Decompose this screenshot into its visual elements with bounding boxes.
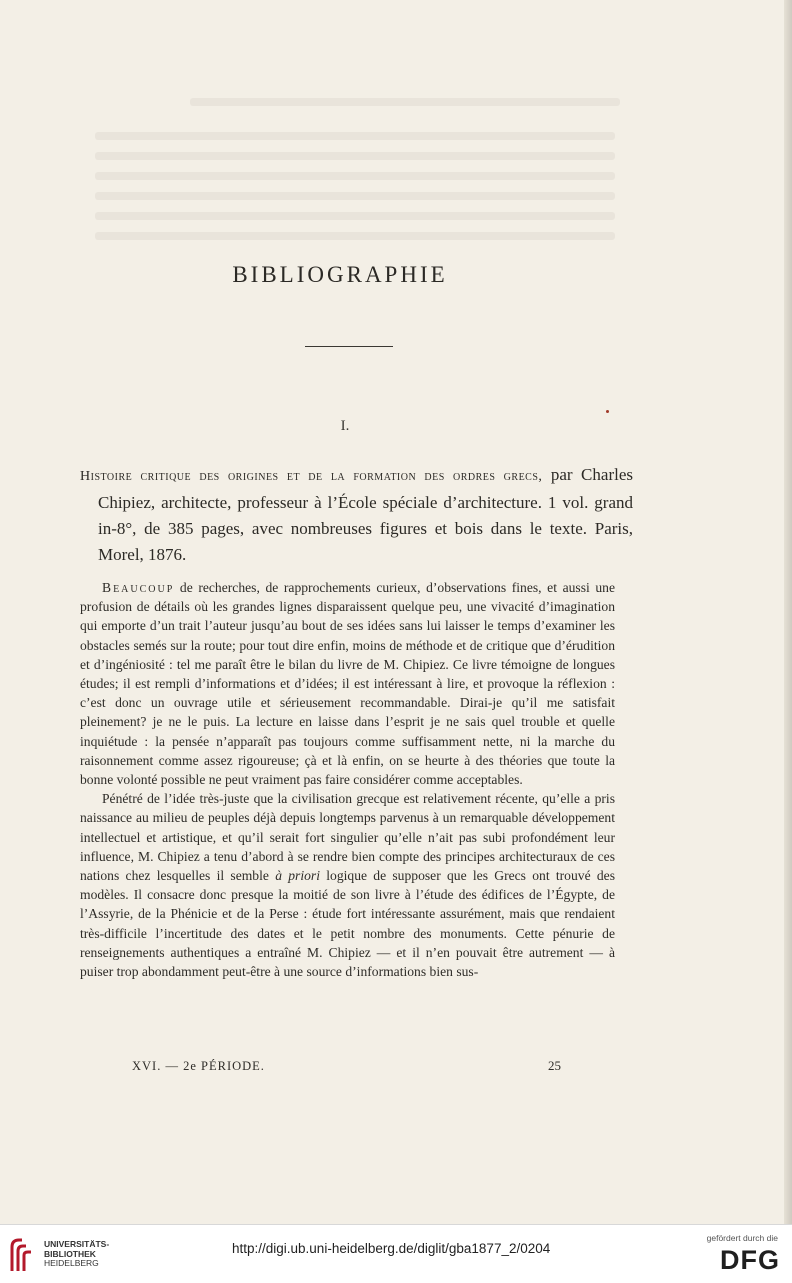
library-line-3: HEIDELBERG: [44, 1258, 99, 1268]
permalink-url[interactable]: http://digi.ub.uni-heidelberg.de/diglit/gba1877_2/0204: [232, 1241, 551, 1256]
show-through-line: [95, 132, 615, 140]
page-gutter-shadow: [784, 0, 792, 1224]
ink-speck: [606, 410, 609, 413]
section-number: I.: [340, 418, 350, 434]
library-line-2: BIBLIOTHEK: [44, 1248, 96, 1259]
university-library-logo-icon: [8, 1237, 38, 1273]
show-through-line: [95, 212, 615, 220]
show-through-line: [95, 192, 615, 200]
show-through-line: [95, 232, 615, 240]
funder-caption: gefördert durch die: [706, 1233, 778, 1243]
citation-details: par Charles Chipiez, architecte, professeur à l’École spéciale d’architecture. 1 vol. grand in-8°, de 385 pages, avec nombreuses figures et bois dans le texte. Paris, Morel, 1876.: [98, 465, 633, 564]
paragraph-2: [80, 789, 615, 981]
show-through-line: [95, 172, 615, 180]
show-through-line: [190, 98, 620, 106]
viewer-footer: [0, 1224, 792, 1283]
title-divider: [305, 346, 393, 347]
library-line-1: UNIVERSITÄTS-: [44, 1239, 110, 1249]
page-number: 25: [548, 1058, 561, 1073]
review-body: [80, 578, 615, 981]
section-title: BIBLIOGRAPHIE: [232, 262, 448, 287]
opening-word: Beaucoup: [102, 580, 175, 595]
paragraph-2-text-b: logique de supposer que les Grecs ont trouvé des modèles. Il consacre donc presque la moitié de son livre à l’étude des édifices de l’Égypte, de l’Assyrie, de la Phénicie et de la Perse : étude fort intéressante assurément, mais que rendaient très-difficile l’incertitude des dates et le petit nombre des monuments. Cette pénurie de renseignements authentiques a entraîné M. Chipiez — et il n’en pouvait être autrement — à puiser trop abondamment peut-être à une source d’informations bien sus-: [80, 868, 615, 980]
dfg-logo: DFG: [720, 1245, 780, 1275]
paragraph-2-text-a: Pénétré de l’idée très-juste que la civilisation grecque est relativement récente, qu’elle a pris naissance au milieu de peuples déjà depuis longtemps parvenus à un remarquable développement intellectuel et artistique, et qu’il serait fort singulier qu’elle n’ait pas subi profondément leur influence, M. Chipiez a tenu d’abord à se rendre bien compte des principes architecturaux de ces nations chez lesquelles il semble: [80, 791, 615, 884]
show-through-line: [95, 152, 615, 160]
signature-line: XVI. — 2e PÉRIODE.: [132, 1059, 265, 1073]
library-name: [44, 1240, 109, 1269]
bibliographic-citation: [80, 462, 633, 568]
paragraph-1: [80, 578, 615, 789]
italic-phrase: à priori: [275, 868, 320, 884]
paragraph-1-text: de recherches, de rapprochements curieux, d’observations fines, et aussi une profusion de détails où les grandes lignes disparaissent quelque peu, une vivacité d’imagination qui emporte d’un trait l’auteur jusqu’au bout de ses idées sans lui laisser le temps d’examiner les obstacles semés sur la route; pour tout dire enfin, moins de méthode et de critique que d’érudition et d’ingéniosité : tel me paraît être le bilan du livre de M. Chipiez. Ce livre témoigne de longues études; il est rempli d’informations et d’idées; il est intéressant à lire, et provoque la réflexion : c’est donc un ouvrage utile et sérieusement recommandable. Dirai-je qu’il me satisfait pleinement? je ne le puis. La lecture en laisse dans l’esprit je ne sais quel trouble et quelle inquiétude : la pensée n’apparaît pas toujours comme suffisamment nette, ni la marche du raisonnement comme assez rigoureuse; çà et là enfin, on se heurte à des théories que toute la bonne volonté possible ne peut vraiment pas faire considérer comme acceptables.: [80, 580, 615, 788]
citation-title-smallcaps: Histoire critique des origines et de la formation des ordres grecs,: [80, 469, 543, 484]
